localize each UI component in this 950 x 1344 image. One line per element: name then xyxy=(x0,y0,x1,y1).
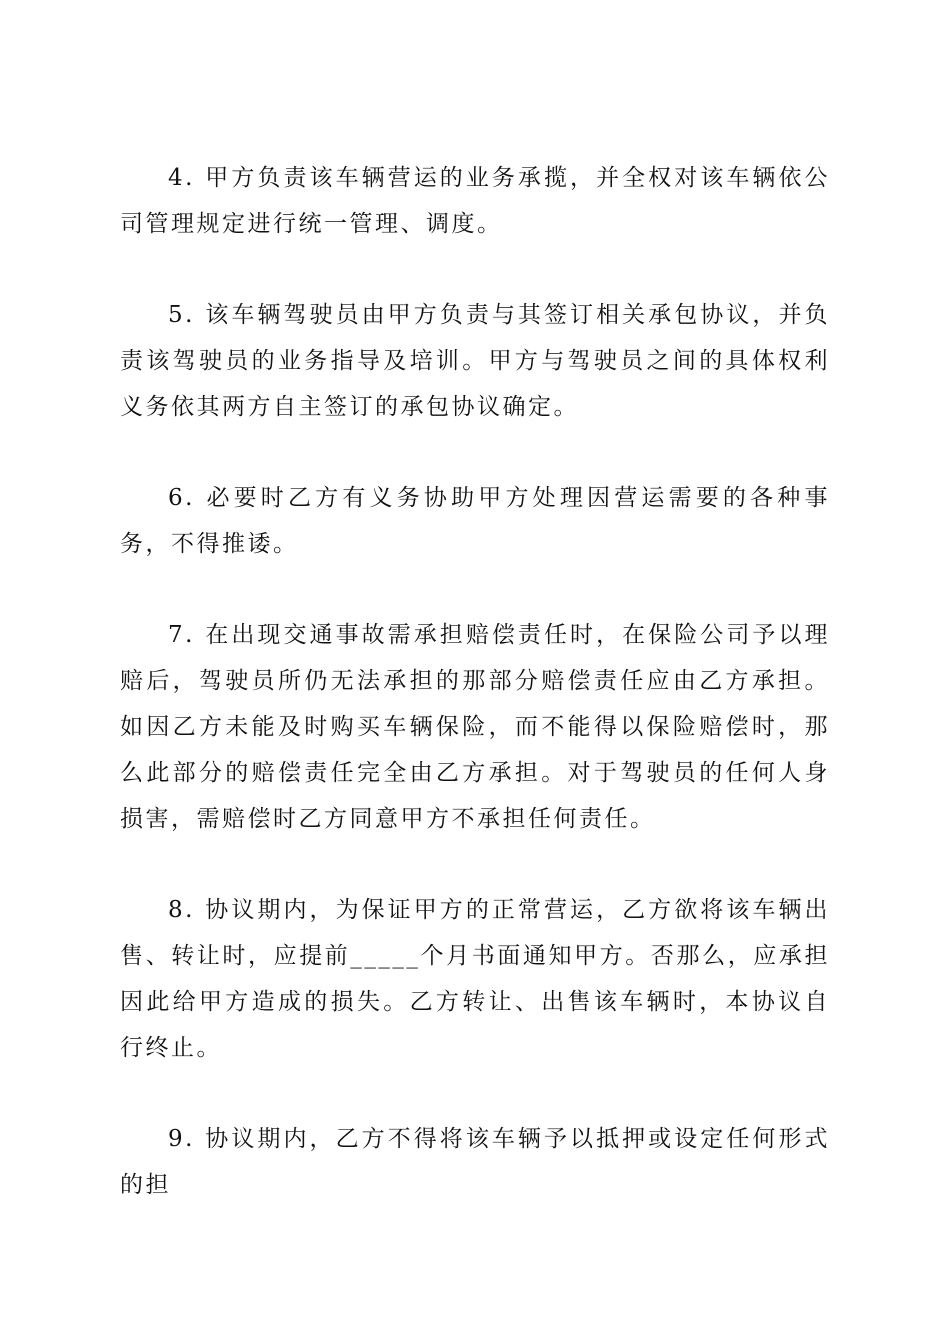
clause-8: 8. 协议期内，为保证甲方的正常营运，乙方欲将该车辆出售、转让时，应提前_____个月书面通知甲方。否那么，应承担因此给甲方造成的损失。乙方转让、出售该车辆时，本协议自行终止。 xyxy=(120,897,830,1061)
document-body xyxy=(120,155,830,1208)
clause-9: 9. 协议期内，乙方不得将该车辆予以抵押或设定任何形式的担 xyxy=(120,1126,830,1198)
clause-7: 7. 在出现交通事故需承担赔偿责任时，在保险公司予以理赔后，驾驶员所仍无法承担的那部分赔偿责任应由乙方承担。如因乙方未能及时购买车辆保险，而不能得以保险赔偿时，那么此部分的赔偿责任完全由乙方承担。对于驾驶员的任何人身损害，需赔偿时乙方同意甲方不承担任何责任。 xyxy=(120,622,830,832)
clause-5: 5. 该车辆驾驶员由甲方负责与其签订相关承包协议，并负责该驾驶员的业务指导及培训。甲方与驾驶员之间的具体权利义务依其两方自主签订的承包协议确定。 xyxy=(120,302,830,420)
clause-6: 6. 必要时乙方有义务协助甲方处理因营运需要的各种事务，不得推诿。 xyxy=(120,485,830,557)
clause-4: 4. 甲方负责该车辆营运的业务承揽，并全权对该车辆依公司管理规定进行统一管理、调度。 xyxy=(120,165,830,237)
